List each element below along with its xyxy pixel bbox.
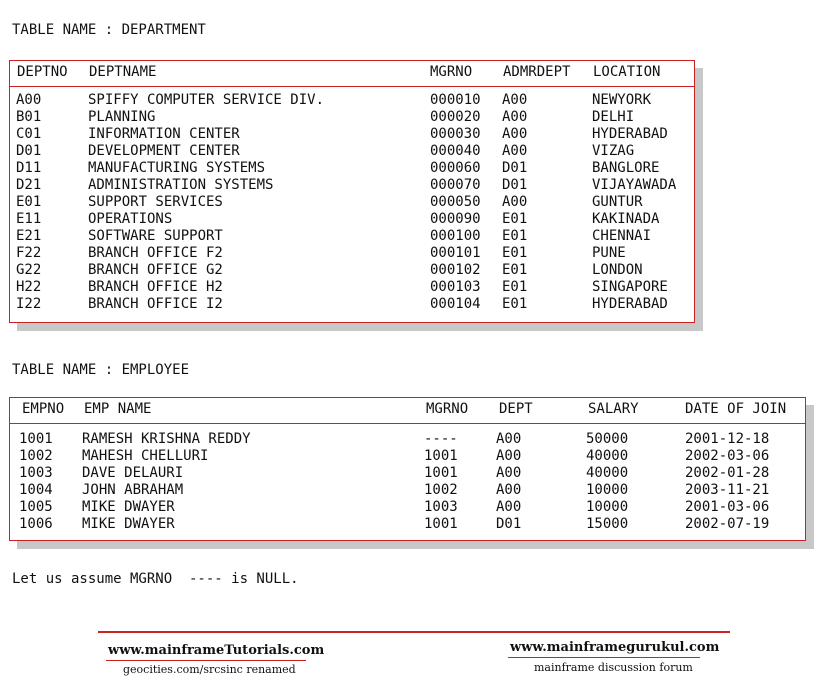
cell-emp-name: DAVE DELAURI [82, 465, 184, 481]
employee-table [9, 397, 806, 541]
right-site-subtitle: mainframe discussion forum [534, 661, 693, 674]
cell-location: BANGLORE [592, 160, 660, 176]
cell-deptname: PLANNING [88, 109, 156, 125]
cell-mgrno: 000070 [430, 177, 481, 193]
cell-location: NEWYORK [592, 92, 652, 108]
cell-emp-name: RAMESH KRISHNA REDDY [82, 431, 251, 447]
cell-admrdept: A00 [502, 126, 528, 142]
cell-date-of-join: 2002-03-06 [685, 448, 770, 464]
cell-location: PUNE [592, 245, 626, 261]
department-table-caption: TABLE NAME : DEPARTMENT [12, 22, 206, 38]
cell-location: CHENNAI [592, 228, 652, 244]
cell-mgrno: 000060 [430, 160, 481, 176]
header-location: LOCATION [593, 64, 661, 80]
footer-divider [98, 631, 730, 633]
cell-dept: A00 [496, 499, 522, 515]
cell-date-of-join: 2002-07-19 [685, 516, 770, 532]
cell-admrdept: D01 [502, 160, 528, 176]
cell-deptname: OPERATIONS [88, 211, 173, 227]
cell-salary: 40000 [586, 448, 629, 464]
mainframetutorials-link[interactable]: www.mainframeTutorials.com [108, 643, 325, 658]
cell-empno: 1002 [19, 448, 53, 464]
header-date-of-join: DATE OF JOIN [685, 401, 787, 417]
cell-admrdept: E01 [502, 262, 528, 278]
right-site-underline [508, 657, 700, 658]
header-admrdept: ADMRDEPT [503, 64, 571, 80]
cell-deptno: C01 [16, 126, 42, 142]
cell-mgrno: 000100 [430, 228, 481, 244]
cell-date-of-join: 2003-11-21 [685, 482, 770, 498]
cell-location: DELHI [592, 109, 635, 125]
cell-mgrno: ---- [424, 431, 458, 447]
cell-admrdept: A00 [502, 143, 528, 159]
cell-deptno: G22 [16, 262, 42, 278]
cell-emp-name: MAHESH CHELLURI [82, 448, 209, 464]
cell-location: VIZAG [592, 143, 635, 159]
cell-mgrno: 1001 [424, 516, 458, 532]
table-row [10, 194, 694, 211]
null-note: Let us assume MGRNO ---- is NULL. [12, 571, 299, 587]
cell-salary: 10000 [586, 499, 629, 515]
cell-location: VIJAYAWADA [592, 177, 677, 193]
left-site-underline [106, 660, 306, 661]
cell-salary: 15000 [586, 516, 629, 532]
table-row [10, 262, 694, 279]
table-row [10, 126, 694, 143]
cell-mgrno: 000050 [430, 194, 481, 210]
table-row [10, 499, 805, 516]
cell-deptname: BRANCH OFFICE H2 [88, 279, 223, 295]
table-row [10, 431, 805, 448]
employee-table-caption: TABLE NAME : EMPLOYEE [12, 362, 190, 378]
header-mgrno: MGRNO [426, 401, 469, 417]
cell-admrdept: E01 [502, 296, 528, 312]
header-emp-name: EMP NAME [84, 401, 152, 417]
cell-deptno: E21 [16, 228, 42, 244]
cell-deptname: BRANCH OFFICE G2 [88, 262, 223, 278]
cell-deptname: ADMINISTRATION SYSTEMS [88, 177, 274, 193]
table-row [10, 448, 805, 465]
table-row [10, 177, 694, 194]
table-row [10, 279, 694, 296]
cell-mgrno: 1001 [424, 448, 458, 464]
header-salary: SALARY [588, 401, 639, 417]
cell-mgrno: 1002 [424, 482, 458, 498]
cell-mgrno: 000010 [430, 92, 481, 108]
cell-location: GUNTUR [592, 194, 643, 210]
employee-header-divider [10, 423, 805, 424]
cell-mgrno: 000030 [430, 126, 481, 142]
cell-mgrno: 000104 [430, 296, 481, 312]
cell-dept: A00 [496, 431, 522, 447]
table-row [10, 465, 805, 482]
cell-deptname: DEVELOPMENT CENTER [88, 143, 240, 159]
cell-deptno: D11 [16, 160, 42, 176]
cell-salary: 40000 [586, 465, 629, 481]
cell-mgrno: 1003 [424, 499, 458, 515]
cell-emp-name: JOHN ABRAHAM [82, 482, 184, 498]
cell-admrdept: A00 [502, 109, 528, 125]
cell-salary: 50000 [586, 431, 629, 447]
cell-location: KAKINADA [592, 211, 660, 227]
cell-mgrno: 000090 [430, 211, 481, 227]
cell-salary: 10000 [586, 482, 629, 498]
table-row [10, 296, 694, 313]
department-table-header [10, 64, 694, 80]
cell-date-of-join: 2002-01-28 [685, 465, 770, 481]
cell-mgrno: 000040 [430, 143, 481, 159]
cell-dept: A00 [496, 465, 522, 481]
cell-empno: 1005 [19, 499, 53, 515]
header-deptno: DEPTNO [17, 64, 68, 80]
cell-admrdept: E01 [502, 245, 528, 261]
cell-deptno: D21 [16, 177, 42, 193]
cell-deptno: E01 [16, 194, 42, 210]
cell-deptname: BRANCH OFFICE F2 [88, 245, 223, 261]
cell-date-of-join: 2001-12-18 [685, 431, 770, 447]
cell-emp-name: MIKE DWAYER [82, 516, 175, 532]
mainframegurukul-link[interactable]: www.mainframegurukul.com [510, 640, 720, 655]
header-dept: DEPT [499, 401, 533, 417]
cell-deptno: I22 [16, 296, 42, 312]
table-row [10, 245, 694, 262]
cell-deptno: E11 [16, 211, 42, 227]
table-row [10, 143, 694, 160]
department-table [9, 60, 695, 323]
cell-mgrno: 1001 [424, 465, 458, 481]
cell-dept: A00 [496, 448, 522, 464]
table-row [10, 92, 694, 109]
cell-dept: D01 [496, 516, 522, 532]
cell-location: SINGAPORE [592, 279, 668, 295]
cell-location: LONDON [592, 262, 643, 278]
cell-admrdept: E01 [502, 279, 528, 295]
cell-deptno: B01 [16, 109, 42, 125]
cell-admrdept: A00 [502, 194, 528, 210]
cell-deptname: INFORMATION CENTER [88, 126, 240, 142]
cell-deptname: SPIFFY COMPUTER SERVICE DIV. [88, 92, 325, 108]
table-row [10, 482, 805, 499]
cell-deptno: H22 [16, 279, 42, 295]
cell-empno: 1006 [19, 516, 53, 532]
left-site-subtitle: geocities.com/srcsinc renamed [123, 663, 296, 676]
cell-location: HYDERABAD [592, 296, 668, 312]
cell-deptname: SUPPORT SERVICES [88, 194, 223, 210]
cell-empno: 1001 [19, 431, 53, 447]
header-empno: EMPNO [22, 401, 65, 417]
cell-mgrno: 000102 [430, 262, 481, 278]
cell-mgrno: 000103 [430, 279, 481, 295]
cell-admrdept: E01 [502, 211, 528, 227]
header-deptname: DEPTNAME [89, 64, 157, 80]
table-row [10, 211, 694, 228]
cell-date-of-join: 2001-03-06 [685, 499, 770, 515]
cell-deptno: A00 [16, 92, 42, 108]
cell-empno: 1003 [19, 465, 53, 481]
cell-deptno: D01 [16, 143, 42, 159]
cell-deptno: F22 [16, 245, 42, 261]
table-row [10, 160, 694, 177]
table-row [10, 228, 694, 245]
cell-admrdept: D01 [502, 177, 528, 193]
table-row [10, 516, 805, 533]
cell-deptname: SOFTWARE SUPPORT [88, 228, 223, 244]
employee-table-header [10, 401, 805, 417]
cell-deptname: MANUFACTURING SYSTEMS [88, 160, 266, 176]
table-row [10, 109, 694, 126]
header-mgrno: MGRNO [430, 64, 473, 80]
cell-emp-name: MIKE DWAYER [82, 499, 175, 515]
cell-admrdept: E01 [502, 228, 528, 244]
cell-deptname: BRANCH OFFICE I2 [88, 296, 223, 312]
cell-dept: A00 [496, 482, 522, 498]
cell-empno: 1004 [19, 482, 53, 498]
cell-admrdept: A00 [502, 92, 528, 108]
cell-location: HYDERABAD [592, 126, 668, 142]
department-header-divider [10, 86, 694, 87]
cell-mgrno: 000101 [430, 245, 481, 261]
cell-mgrno: 000020 [430, 109, 481, 125]
